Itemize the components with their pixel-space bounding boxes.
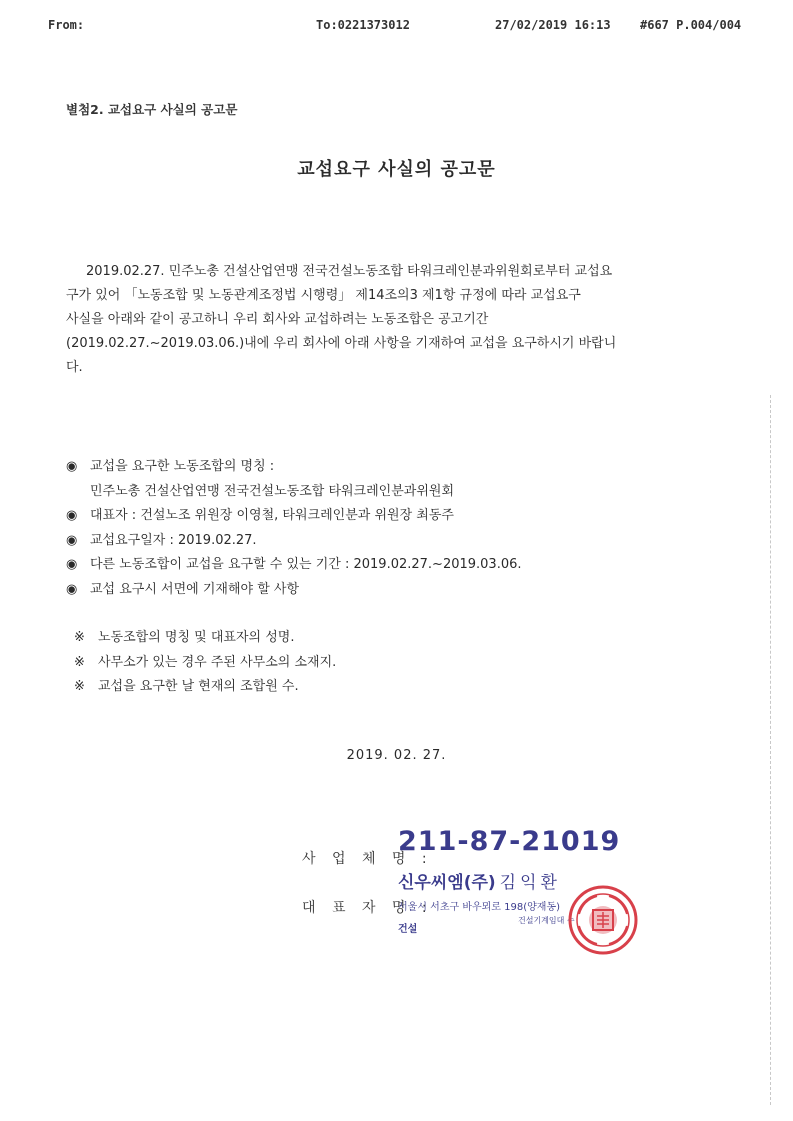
business-registration-number: 211-87-21019: [398, 826, 621, 857]
required-items-text: 교섭 요구시 서면에 기재해야 할 사항: [90, 581, 300, 597]
request-date-text: 교섭요구일자 : 2019.02.27.: [90, 532, 257, 548]
note-text: 교섭을 요구한 날 현재의 조합원 수.: [98, 679, 299, 694]
paragraph-line: 2019.02.27. 민주노총 건설산업연맹 전국건설노동조합 타워크레인분과위원회로부터 교섭요: [86, 264, 613, 279]
bullet-icon: ◉: [66, 508, 78, 523]
business-item: 건설기계임대 수: [518, 916, 575, 925]
paragraph-line: 사실을 아래와 같이 공고하니 우리 회사와 교섭하려는 노동조합은 공고기간: [66, 312, 489, 327]
note-mark-icon: ※: [74, 654, 85, 670]
company-seal-icon: [567, 884, 639, 956]
representative-name-label: 대 표 자 명 :: [302, 900, 433, 916]
list-item: [66, 480, 746, 505]
list-item: [66, 578, 746, 603]
notice-paragraph: [66, 260, 728, 380]
notes-list: [74, 626, 336, 700]
representative-text: 대표자 : 건설노조 위원장 이영철, 타워크레인분과 위원장 최동주: [90, 508, 454, 523]
document-title: 교섭요구 사실의 공고문: [297, 159, 496, 180]
note-item: [74, 626, 336, 651]
company-address: 서울시 서초구 바우뫼로 198(양재동): [398, 902, 561, 913]
fax-to: To:0221373012: [316, 18, 410, 32]
list-item: [66, 455, 746, 480]
fax-page-number: #667 P.004/004: [640, 18, 742, 32]
paragraph-line: (2019.02.27.~2019.03.06.)내에 우리 회사에 아래 사항을 기재하여 교섭을 요구하시기 바랍니: [66, 336, 617, 351]
note-text: 노동조합의 명칭 및 대표자의 성명.: [98, 630, 295, 645]
paragraph-line: 구가 있어 「노동조합 및 노동관계조정법 시행령」 제14조의3 제1항 규정에 따라 교섭요구: [66, 288, 581, 303]
bullet-icon: ◉: [66, 459, 78, 474]
bullet-icon: ◉: [66, 532, 78, 548]
bullet-list: [66, 455, 746, 602]
business-name-label: 사 업 체 명 :: [302, 851, 433, 867]
note-text: 사무소가 있는 경우 주된 사무소의 소재지.: [98, 654, 337, 670]
list-item: [66, 553, 746, 578]
attachment-label: 별첨2. 교섭요구 사실의 공고문: [66, 102, 238, 117]
list-item: [66, 504, 746, 529]
ceo-name: 김익환: [499, 873, 561, 893]
fax-datetime: 27/02/2019 16:13: [495, 18, 611, 32]
scan-edge-line: [770, 395, 771, 1105]
note-item: [74, 675, 336, 700]
list-item: [66, 529, 746, 554]
other-union-period-text: 다른 노동조합이 교섭을 요구할 수 있는 기간 : 2019.02.27.~2019.03.06.: [90, 557, 522, 572]
note-mark-icon: ※: [74, 679, 85, 694]
fax-header: [0, 18, 793, 38]
paragraph-line: 다.: [66, 360, 83, 375]
business-type: 건설: [398, 924, 418, 935]
union-name-label: 교섭을 요구한 노동조합의 명칭 :: [90, 459, 275, 474]
bullet-icon: ◉: [66, 581, 78, 597]
bullet-icon: ◉: [66, 557, 78, 572]
document-date: 2019. 02. 27.: [346, 748, 447, 763]
fax-from: From:: [48, 18, 85, 32]
note-item: [74, 651, 336, 676]
note-mark-icon: ※: [74, 630, 85, 645]
union-name-value: 민주노총 건설산업연맹 전국건설노동조합 타워크레인분과위원회: [90, 483, 455, 499]
company-name: 신우씨엠(주): [398, 873, 496, 893]
company-stamp: [398, 868, 561, 893]
